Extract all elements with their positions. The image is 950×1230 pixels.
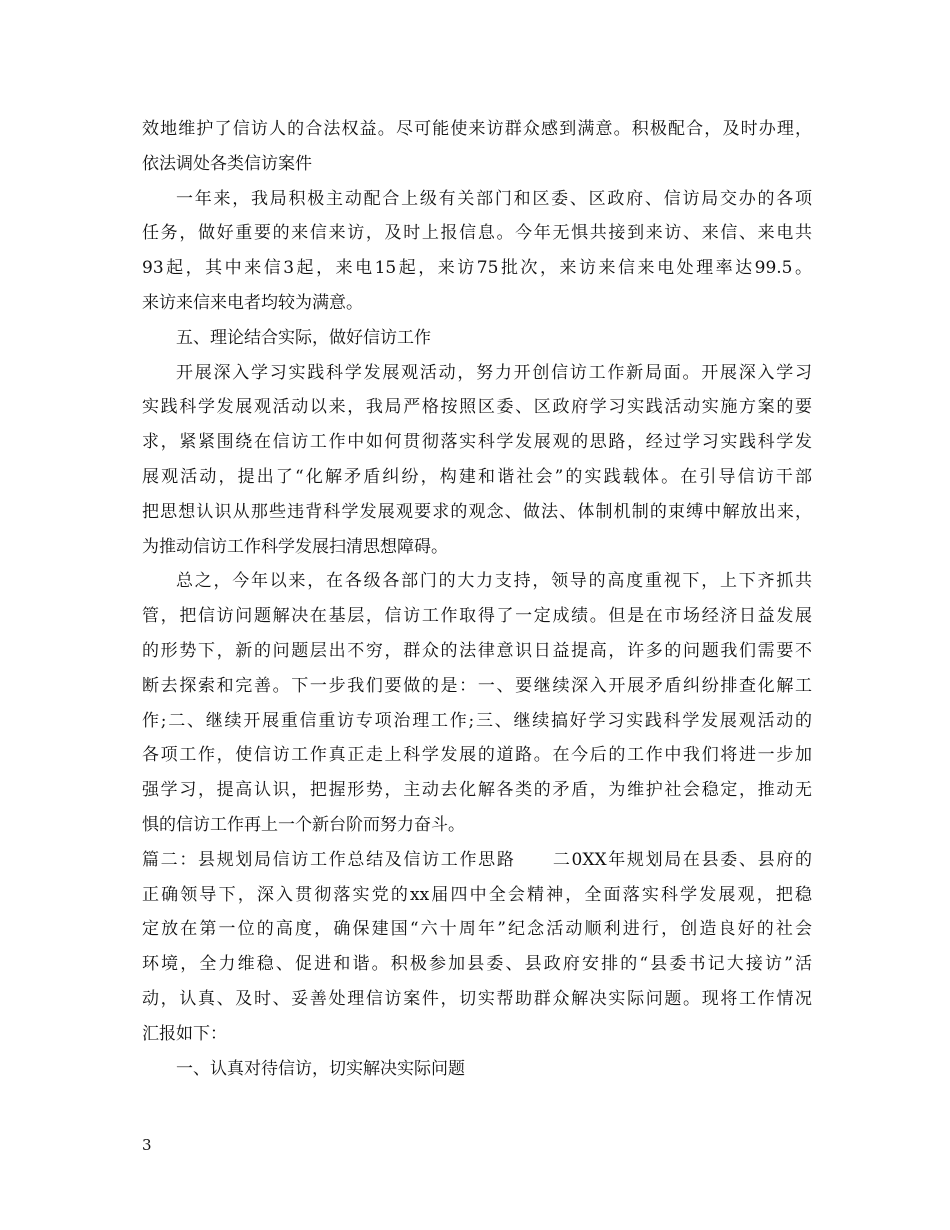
text-line: 展观活动，提出了“化解矛盾纠纷，构建和谐社会”的实践载体。在引导信访干部	[142, 466, 812, 487]
text-line: 来访来信来电者均较为满意。	[142, 292, 363, 313]
text-line: 汇报如下：	[142, 1023, 227, 1044]
paragraph-start: 一年来，我局积极主动配合上级有关部门和区委、区政府、信访局交办的各项	[176, 188, 812, 209]
text-line: 强学习，提高认识，把握形势，主动去化解各类的矛盾，为维护社会稳定，推动无	[142, 780, 812, 801]
text-line: 为推动信访工作科学发展扫清思想障碍。	[142, 536, 448, 557]
section-title-line: 篇二：县规划局信访工作总结及信访工作思路 二0XX年规划局在县委、县府的	[142, 849, 812, 870]
text-line: 把思想认识从那些违背科学发展观要求的观念、做法、体制机制的束缚中解放出来，	[142, 501, 812, 522]
text-line: 环境，全力维稳、促进和谐。积极参加县委、县政府安排的“县委书记大接访”活	[142, 954, 812, 975]
text-line: 惧的信访工作再上一个新台阶而努力奋斗。	[142, 814, 465, 835]
text-line: 实践科学发展观活动以来，我局严格按照区委、区政府学习实践活动实施方案的要	[142, 397, 812, 418]
page-number: 3	[142, 1136, 152, 1154]
text-line: 各项工作，使信访工作真正走上科学发展的道路。在今后的工作中我们将进一步加	[142, 745, 812, 766]
text-line: 作;二、继续开展重信重访专项治理工作;三、继续搞好学习实践科学发展观活动的	[142, 710, 812, 731]
text-line: 正确领导下，深入贯彻落实党的xx届四中全会精神，全面落实科学发展观，把稳	[142, 884, 812, 905]
document-body	[142, 112, 812, 1086]
text-line: 定放在第一位的高度，确保建国“六十周年”纪念活动顺利进行，创造良好的社会	[142, 919, 812, 940]
paragraph-start: 开展深入学习实践科学发展观活动，努力开创信访工作新局面。开展深入学习	[176, 362, 812, 383]
text-line: 求，紧紧围绕在信访工作中如何贯彻落实科学发展观的思路，经过学习实践科学发	[142, 432, 812, 453]
text-line: 断去探索和完善。下一步我们要做的是：一、要继续深入开展矛盾纠纷排查化解工	[142, 675, 812, 696]
text-line: 效地维护了信访人的合法权益。尽可能使来访群众感到满意。积极配合，及时办理，	[142, 119, 812, 139]
text-line: 的形势下，新的问题层出不穷，群众的法律意识日益提高，许多的问题我们需要不	[142, 640, 812, 661]
section-heading: 一、认真对待信访，切实解决实际问题	[176, 1058, 465, 1079]
text-line: 动，认真、及时、妥善处理信访案件，切实帮助群众解决实际问题。现将工作情况	[142, 988, 812, 1009]
text-line: 任务，做好重要的来信来访，及时上报信息。今年无惧共接到来访、来信、来电共	[142, 223, 812, 244]
text-line: 依法调处各类信访案件	[142, 153, 312, 174]
text-line: 93起，其中来信3起，来电15起，来访75批次，来访来信来电处理率达99.5。	[142, 258, 812, 279]
paragraph-start: 总之，今年以来，在各级各部门的大力支持，领导的高度重视下，上下齐抓共	[176, 571, 812, 592]
section-heading: 五、理论结合实际，做好信访工作	[176, 327, 431, 348]
text-line: 管，把信访问题解决在基层，信访工作取得了一定成绩。但是在市场经济日益发展	[142, 606, 812, 627]
